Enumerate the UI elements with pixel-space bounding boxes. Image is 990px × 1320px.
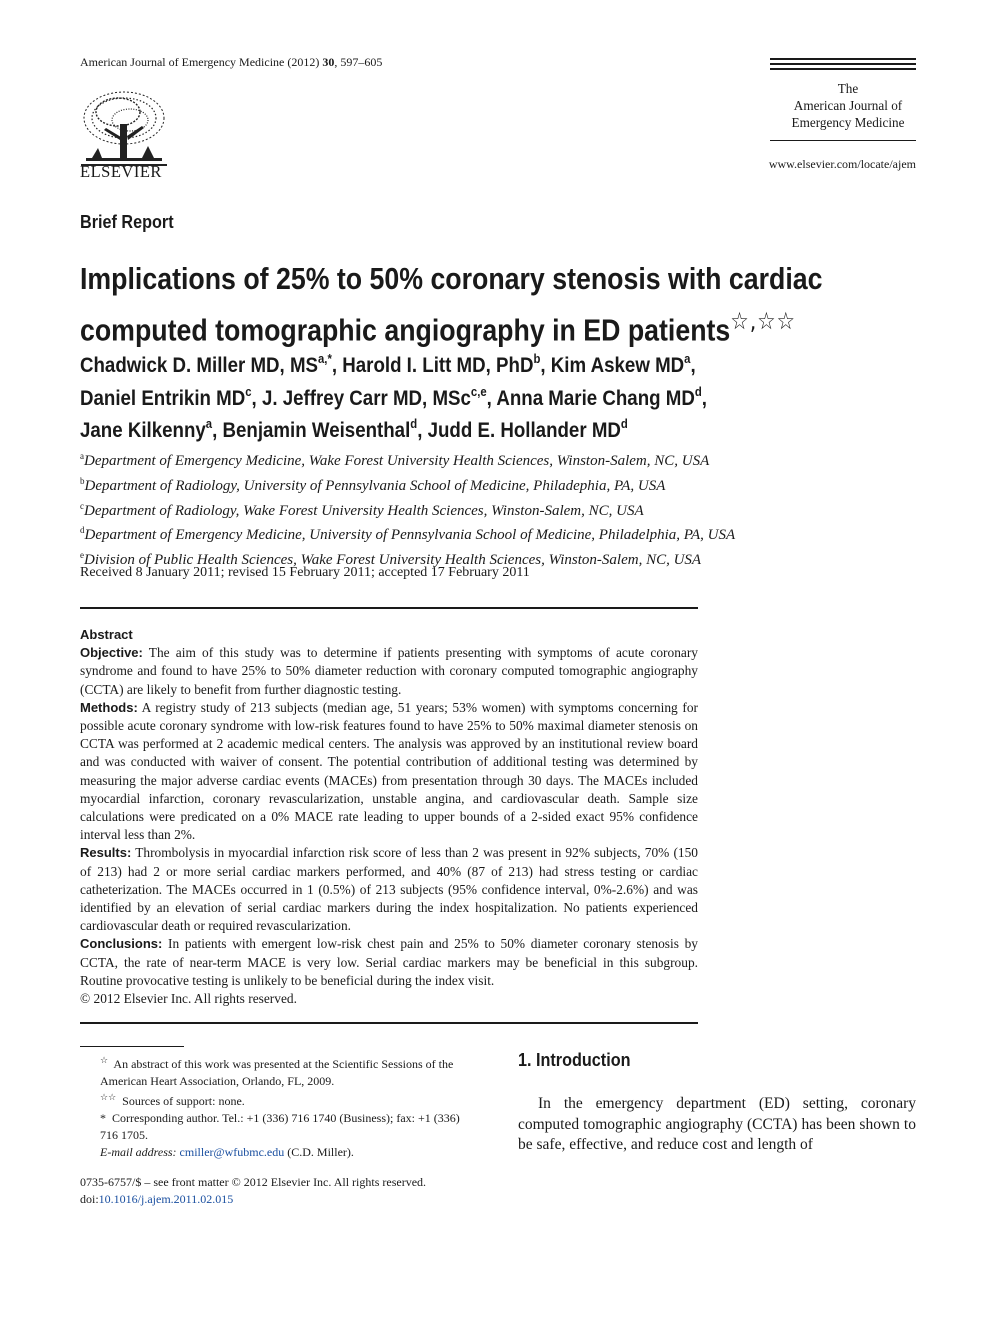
footnote-email: E-mail address: cmiller@wfubmc.edu (C.D. Miller). bbox=[100, 1145, 354, 1159]
author-name[interactable]: Anna Marie Chang MD bbox=[496, 385, 695, 410]
author-affiliation-mark[interactable]: c bbox=[245, 383, 252, 399]
title-footnote-stars-icon[interactable]: ☆,☆☆ bbox=[730, 307, 796, 335]
author-separator: , bbox=[331, 353, 343, 377]
intro-text bbox=[518, 1094, 916, 1156]
email-link[interactable]: cmiller@wfubmc.edu bbox=[179, 1145, 285, 1159]
author-affiliation-mark[interactable]: b bbox=[533, 351, 541, 366]
masthead-line: Emergency Medicine bbox=[791, 115, 905, 130]
author-name[interactable]: Judd E. Hollander MD bbox=[427, 418, 621, 442]
author-name[interactable]: Daniel Entrikin MD bbox=[80, 385, 246, 410]
author-affiliation-mark[interactable]: d bbox=[410, 416, 418, 431]
masthead-rules bbox=[770, 58, 916, 73]
affiliation-item bbox=[80, 521, 735, 546]
author-affiliation-mark[interactable]: a bbox=[684, 351, 691, 366]
author-separator: , bbox=[690, 353, 696, 377]
author-name[interactable]: J. Jeffrey Carr MD, MSc bbox=[261, 385, 471, 410]
masthead-line: American Journal of bbox=[793, 98, 903, 113]
masthead-divider bbox=[770, 140, 916, 141]
author-separator: , bbox=[212, 418, 223, 442]
section-label: Brief Report bbox=[80, 212, 174, 232]
footnote-2: ☆☆ Sources of support: none. bbox=[100, 1093, 245, 1108]
affiliation-text: Division of Public Health Sciences, Wake Forest University Health Sciences, Winston-Salem, NC, USA bbox=[84, 552, 702, 569]
affiliation-item bbox=[80, 472, 735, 497]
affiliations bbox=[80, 447, 735, 571]
affiliation-text: Department of Radiology, Wake Forest University Health Sciences, Winston-Salem, NC, USA bbox=[84, 502, 644, 519]
author-separator: , bbox=[701, 385, 707, 410]
affiliation-mark: b bbox=[80, 475, 85, 486]
author-affiliation-mark[interactable]: a,* bbox=[318, 351, 332, 366]
journal-url[interactable]: www.elsevier.com/locate/ajem bbox=[768, 157, 916, 171]
abstract-copyright: © 2012 Elsevier Inc. All rights reserved. bbox=[80, 991, 297, 1007]
author-affiliation-mark[interactable]: d bbox=[694, 383, 702, 399]
author-affiliation-mark[interactable]: c,e bbox=[470, 383, 487, 399]
doi-line: doi:10.1016/j.ajem.2011.02.015 bbox=[80, 1192, 234, 1206]
footnote-rule bbox=[80, 1046, 184, 1047]
abstract-results: Results: Thrombolysis in myocardial infarction risk score of less than 2 was present in 92% subjects, 70% (150 of 213) had 2 or more serial cardiac markers performed, and 40% (87 of 213) had stress testing or cardiac catheterization. The MACEs occurred in 1 (0.5%) of 213 subjects (95% confidence interval, 0%-2.6%) and was identified by an elevation of serial cardiac markers during the index hospitalization. No patients experienced cardiovascular death or required revascularization. bbox=[80, 845, 698, 934]
affiliation-mark: e bbox=[80, 550, 84, 561]
affiliation-mark: c bbox=[80, 500, 84, 511]
author-name[interactable]: Chadwick D. Miller MD, MS bbox=[80, 353, 319, 377]
author-separator: , bbox=[540, 353, 551, 377]
publisher-logo-text: ELSEVIER bbox=[80, 162, 162, 181]
front-matter bbox=[80, 1174, 500, 1208]
abstract-objective: Objective: The aim of this study was to determine if patients presenting with symptoms of acute coronary syndrome and found to have 25% to 50% diameter reduction with coronary computed tomographic angiography (CCTA) are likely to benefit from further diagnostic testing. bbox=[80, 645, 698, 697]
intro-heading: 1. Introduction bbox=[518, 1050, 631, 1070]
author-affiliation-mark[interactable]: a bbox=[205, 416, 213, 431]
article-title: Implications of 25% to 50% coronary stenosis with cardiac computed tomographic angiography in ED patients☆,☆☆ bbox=[80, 261, 823, 348]
affiliation-item bbox=[80, 447, 735, 472]
author-name[interactable]: Kim Askew MD bbox=[550, 353, 685, 377]
journal-masthead bbox=[770, 80, 926, 131]
received-dates: Received 8 January 2011; revised 15 February 2011; accepted 17 February 2011 bbox=[80, 565, 530, 580]
author-affiliation-mark[interactable]: d bbox=[620, 416, 628, 431]
doi-link[interactable]: 10.1016/j.ajem.2011.02.015 bbox=[98, 1192, 234, 1206]
affiliation-mark: a bbox=[80, 451, 84, 461]
footnote-corresponding: * Corresponding author. Tel.: +1 (336) 716 1740 (Business); fax: +1 (336) 716 1705. bbox=[100, 1111, 460, 1142]
author-separator: , bbox=[251, 385, 262, 410]
footnote-1: ☆ An abstract of this work was presented at the Scientific Sessions of the American Heart Association, Orlando, FL, 2009. bbox=[100, 1056, 454, 1088]
abstract-heading: Abstract bbox=[80, 627, 133, 642]
affiliation-text: Department of Radiology, University of Pennsylvania School of Medicine, Philadephia, PA, USA bbox=[84, 477, 666, 494]
affiliation-text: Department of Emergency Medicine, Wake Forest University Health Sciences, Winston-Salem, NC, USA bbox=[84, 453, 710, 469]
abstract-top-rule bbox=[80, 607, 698, 609]
abstract bbox=[80, 626, 698, 1008]
journal-reference: American Journal of Emergency Medicine (2012) 30, 597–605 bbox=[80, 55, 383, 69]
author-separator: , bbox=[417, 418, 428, 442]
affiliation-item bbox=[80, 497, 735, 522]
issn-line: 0735-6757/$ – see front matter © 2012 Elsevier Inc. All rights reserved. bbox=[80, 1175, 427, 1189]
author-list bbox=[80, 346, 863, 444]
abstract-conclusions: Conclusions: In patients with emergent low-risk chest pain and 25% to 50% diameter coronary stenosis by CCTA, the rate of near-term MACE is very low. Serial cardiac markers may be beneficial in this subgroup. Routine provocative testing is unlikely to be beneficial during the index visit. bbox=[80, 936, 698, 988]
author-separator: , bbox=[486, 385, 497, 410]
affiliation-mark: d bbox=[80, 525, 85, 536]
abstract-bottom-rule bbox=[80, 1022, 698, 1024]
author-name[interactable]: Harold I. Litt MD, PhD bbox=[342, 353, 534, 377]
author-name[interactable]: Jane Kilkenny bbox=[80, 418, 206, 442]
abstract-methods: Methods: A registry study of 213 subjects (median age, 51 years; 53% women) with symptoms concerning for possible acute coronary syndrome with low-risk features found to have 25% to 50% maximal diameter stenosis on CCTA was performed at 2 academic medical centers. The analysis was approved by an institutional review board and was conducted with waiver of consent. The potential contribution of additional testing was determined by measuring the major adverse cardiac events (MACEs) from presentation through 30 days. The MACEs included myocardial infarction, coronary revascularization, unstable angina, and cardiovascular death. Sample size calculations were predicated on a 0% MACE rate leading to upper bounds of a 2-sided exact 95% confidence interval less than 2%. bbox=[80, 699, 698, 843]
intro-paragraph: In the emergency department (ED) setting, coronary computed tomographic angiography (CCTA) has been shown to be safe, effective, and reduce cost and length of bbox=[518, 1095, 916, 1153]
affiliation-text: Department of Emergency Medicine, University of Pennsylvania School of Medicine, Philadelphia, PA, USA bbox=[84, 527, 736, 544]
masthead-line: The bbox=[837, 81, 859, 96]
footnotes bbox=[80, 1053, 480, 1161]
author-name[interactable]: Benjamin Weisenthal bbox=[222, 418, 411, 442]
